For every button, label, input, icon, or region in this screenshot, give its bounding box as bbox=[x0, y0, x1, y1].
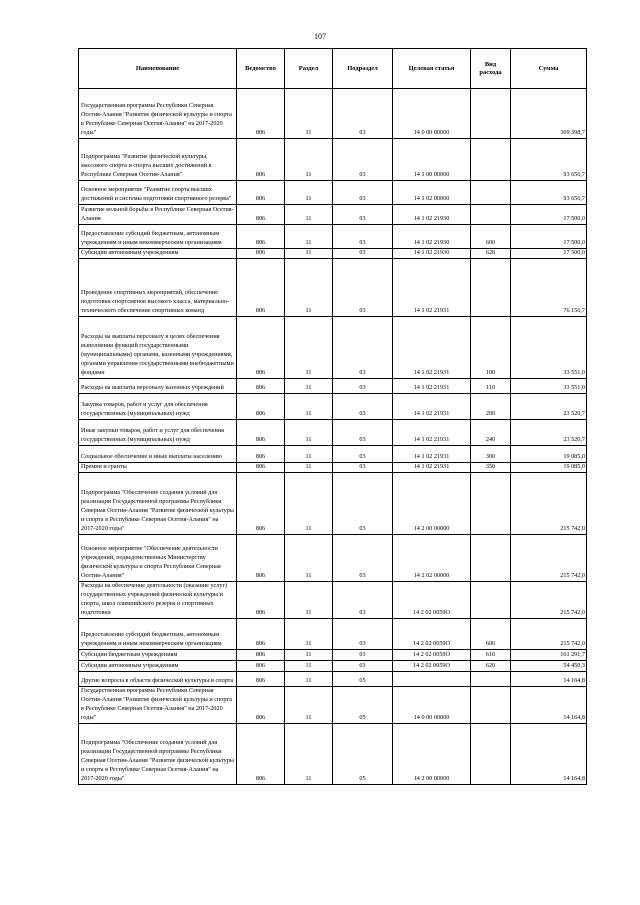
row-sum-cell: 215 742,0 bbox=[511, 535, 587, 582]
row-subsection-cell: 05 bbox=[333, 672, 393, 687]
row-sum-cell: 93 656,7 bbox=[511, 181, 587, 205]
table-header-row bbox=[79, 49, 587, 89]
row-target-article-cell: 14 2 02 00000 bbox=[393, 535, 471, 582]
row-sum-cell: 17 500,0 bbox=[511, 225, 587, 249]
row-expense-type-cell bbox=[471, 205, 511, 225]
row-name-cell: Предоставление субсидий бюджетным, автономным учреждениям и иным некоммерческим организациям bbox=[79, 619, 237, 650]
row-section-cell: 11 bbox=[285, 249, 333, 259]
row-department-cell: 806 bbox=[237, 181, 285, 205]
row-name-cell: Подпрограмма "Обеспечение создания условий для реализации Государственной программы Республики Северная Осетия-Алания "Развитие физической культуры и спорта в Республике Северная Осетия-Алания" на 2017-2020 годы" bbox=[79, 724, 237, 785]
row-target-article-cell: 14 1 02 21931 bbox=[393, 317, 471, 379]
row-expense-type-cell bbox=[471, 582, 511, 619]
row-department-cell: 806 bbox=[237, 724, 285, 785]
row-expense-type-cell: 600 bbox=[471, 225, 511, 249]
table-row bbox=[79, 394, 587, 420]
row-subsection-cell: 03 bbox=[333, 181, 393, 205]
table-row bbox=[79, 205, 587, 225]
row-department-cell: 806 bbox=[237, 317, 285, 379]
row-department-cell: 806 bbox=[237, 672, 285, 687]
row-target-article-cell: 14 1 02 00000 bbox=[393, 181, 471, 205]
row-expense-type-cell: 200 bbox=[471, 394, 511, 420]
table-row bbox=[79, 650, 587, 661]
row-name-cell: Проведение спортивных мероприятий, обеспечение подготовки спортсменов высокого класса, материально-технического обеспечение спортивных команд bbox=[79, 259, 237, 317]
row-sum-cell: 14 164,8 bbox=[511, 687, 587, 724]
row-section-cell: 11 bbox=[285, 139, 333, 181]
row-subsection-cell: 03 bbox=[333, 225, 393, 249]
row-expense-type-cell bbox=[471, 89, 511, 139]
table-row bbox=[79, 619, 587, 650]
row-sum-cell: 33 551,0 bbox=[511, 379, 587, 394]
row-subsection-cell: 03 bbox=[333, 650, 393, 661]
row-subsection-cell: 03 bbox=[333, 473, 393, 535]
header-sum: Сумма bbox=[511, 49, 587, 89]
row-name-cell: Расходы на выплаты персоналу казенных учреждений bbox=[79, 379, 237, 394]
row-expense-type-cell: 300 bbox=[471, 446, 511, 463]
row-subsection-cell: 03 bbox=[333, 535, 393, 582]
table-row bbox=[79, 317, 587, 379]
row-section-cell: 11 bbox=[285, 225, 333, 249]
row-sum-cell: 23 520,7 bbox=[511, 420, 587, 446]
row-subsection-cell: 03 bbox=[333, 139, 393, 181]
row-expense-type-cell: 240 bbox=[471, 420, 511, 446]
row-section-cell: 11 bbox=[285, 687, 333, 724]
row-name-cell: Основное мероприятие "Развитие спорта высших достижений и системы подготовки спортивного резерва" bbox=[79, 181, 237, 205]
row-sum-cell: 215 742,0 bbox=[511, 473, 587, 535]
row-sum-cell: 19 085,0 bbox=[511, 463, 587, 473]
table-row bbox=[79, 463, 587, 473]
row-expense-type-cell: 100 bbox=[471, 317, 511, 379]
row-expense-type-cell: 350 bbox=[471, 463, 511, 473]
budget-table bbox=[78, 48, 587, 785]
row-name-cell: Другие вопросы в области физической культуры и спорта bbox=[79, 672, 237, 687]
row-subsection-cell: 03 bbox=[333, 582, 393, 619]
row-target-article-cell: 14 1 02 21931 bbox=[393, 379, 471, 394]
header-subsection: Подраздел bbox=[333, 49, 393, 89]
row-expense-type-cell bbox=[471, 672, 511, 687]
row-expense-type-cell bbox=[471, 724, 511, 785]
row-target-article-cell: 14 0 00 00000 bbox=[393, 687, 471, 724]
row-department-cell: 806 bbox=[237, 205, 285, 225]
table-row bbox=[79, 420, 587, 446]
row-name-cell: Основное мероприятие "Обеспечение деятельности учреждений, подведомственных Министерству физической культуры и спорта Республики Северная Осетия-Алания" bbox=[79, 535, 237, 582]
row-target-article-cell bbox=[393, 672, 471, 687]
row-sum-cell: 14 164,8 bbox=[511, 724, 587, 785]
row-target-article-cell: 14 1 02 21931 bbox=[393, 259, 471, 317]
row-department-cell: 806 bbox=[237, 139, 285, 181]
row-section-cell: 11 bbox=[285, 420, 333, 446]
table-row bbox=[79, 139, 587, 181]
row-subsection-cell: 03 bbox=[333, 89, 393, 139]
row-name-cell: Предоставление субсидий бюджетным, автономным учреждениям и иным некоммерческим организациям bbox=[79, 225, 237, 249]
row-target-article-cell: 14 2 00 00000 bbox=[393, 724, 471, 785]
row-name-cell: Государственная программа Республики Северная Осетия-Алания "Развитие физической культуры и спорта в Республике Северная Осетия-Алания" на 2017-2020 годы" bbox=[79, 89, 237, 139]
row-target-article-cell: 14 1 02 21930 bbox=[393, 205, 471, 225]
row-section-cell: 11 bbox=[285, 582, 333, 619]
row-expense-type-cell bbox=[471, 139, 511, 181]
row-subsection-cell: 03 bbox=[333, 317, 393, 379]
page-number: 107 bbox=[314, 32, 326, 41]
row-subsection-cell: 03 bbox=[333, 394, 393, 420]
header-target-article: Целевая статья bbox=[393, 49, 471, 89]
row-department-cell: 806 bbox=[237, 394, 285, 420]
row-department-cell: 806 bbox=[237, 225, 285, 249]
row-name-cell: Развитие вольной борьбы в Республике Северная Осетия-Алания bbox=[79, 205, 237, 225]
row-name-cell: Субсидии бюджетным учреждениям bbox=[79, 650, 237, 661]
table-row bbox=[79, 535, 587, 582]
table-row bbox=[79, 661, 587, 672]
row-expense-type-cell: 610 bbox=[471, 650, 511, 661]
row-department-cell: 806 bbox=[237, 661, 285, 672]
row-name-cell: Подпрограмма "Обеспечение создания условий для реализации Государственной программы Республики Северная Осетия-Алания "Развитие физической культуры и спорта в Республике Северная Осетия-Алания" на 2017-2020 годы" bbox=[79, 473, 237, 535]
row-sum-cell: 215 742,0 bbox=[511, 582, 587, 619]
row-subsection-cell: 03 bbox=[333, 249, 393, 259]
row-department-cell: 806 bbox=[237, 463, 285, 473]
row-section-cell: 11 bbox=[285, 394, 333, 420]
row-subsection-cell: 03 bbox=[333, 205, 393, 225]
row-target-article-cell: 14 2 00 00000 bbox=[393, 473, 471, 535]
row-sum-cell: 17 500,0 bbox=[511, 205, 587, 225]
table-row bbox=[79, 249, 587, 259]
row-section-cell: 11 bbox=[285, 463, 333, 473]
row-subsection-cell: 05 bbox=[333, 724, 393, 785]
row-subsection-cell: 03 bbox=[333, 446, 393, 463]
table-row bbox=[79, 446, 587, 463]
row-name-cell: Подпрограмма "Развитие физической культуры, массового спорта и спорта высших достижений в Республике Северная Осетия-Алания" bbox=[79, 139, 237, 181]
row-subsection-cell: 03 bbox=[333, 420, 393, 446]
row-department-cell: 806 bbox=[237, 650, 285, 661]
row-subsection-cell: 03 bbox=[333, 463, 393, 473]
row-department-cell: 806 bbox=[237, 687, 285, 724]
row-expense-type-cell bbox=[471, 259, 511, 317]
row-target-article-cell: 14 0 00 00000 bbox=[393, 89, 471, 139]
table-row bbox=[79, 672, 587, 687]
row-department-cell: 806 bbox=[237, 249, 285, 259]
row-target-article-cell: 14 1 00 00000 bbox=[393, 139, 471, 181]
row-section-cell: 11 bbox=[285, 181, 333, 205]
table-row bbox=[79, 89, 587, 139]
row-sum-cell: 19 085,0 bbox=[511, 446, 587, 463]
row-section-cell: 11 bbox=[285, 535, 333, 582]
row-subsection-cell: 03 bbox=[333, 379, 393, 394]
row-department-cell: 806 bbox=[237, 582, 285, 619]
row-section-cell: 11 bbox=[285, 379, 333, 394]
row-sum-cell: 54 450,3 bbox=[511, 661, 587, 672]
row-sum-cell: 14 164,8 bbox=[511, 672, 587, 687]
row-target-article-cell: 14 1 02 21931 bbox=[393, 394, 471, 420]
row-expense-type-cell: 620 bbox=[471, 249, 511, 259]
row-name-cell: Расходы на выплаты персоналу в целях обеспечения выполнения функций государственными (муниципальными) органами, казенными учреждениями, органами управления государственными внебюджетными фондами bbox=[79, 317, 237, 379]
row-section-cell: 11 bbox=[285, 205, 333, 225]
row-expense-type-cell: 110 bbox=[471, 379, 511, 394]
row-expense-type-cell: 600 bbox=[471, 619, 511, 650]
header-expense-type: Вид расхода bbox=[471, 49, 511, 89]
row-sum-cell: 161 291,7 bbox=[511, 650, 587, 661]
row-section-cell: 11 bbox=[285, 446, 333, 463]
row-section-cell: 11 bbox=[285, 661, 333, 672]
row-name-cell: Расходы на обеспечение деятельности (оказание услуг) государственных учреждений физической культуры и спорта, школ олимпийского резерва и спортивных подготовки bbox=[79, 582, 237, 619]
table-row bbox=[79, 379, 587, 394]
row-section-cell: 11 bbox=[285, 650, 333, 661]
row-section-cell: 11 bbox=[285, 672, 333, 687]
row-department-cell: 806 bbox=[237, 473, 285, 535]
row-target-article-cell: 14 2 02 0059О bbox=[393, 661, 471, 672]
row-subsection-cell: 03 bbox=[333, 619, 393, 650]
row-sum-cell: 93 656,7 bbox=[511, 139, 587, 181]
row-subsection-cell: 03 bbox=[333, 259, 393, 317]
row-department-cell: 806 bbox=[237, 420, 285, 446]
row-expense-type-cell bbox=[471, 181, 511, 205]
row-name-cell: Иные закупки товаров, работ и услуг для обеспечения государственных (муниципальных) нужд bbox=[79, 420, 237, 446]
table-body bbox=[79, 89, 587, 785]
header-section: Раздел bbox=[285, 49, 333, 89]
table-row bbox=[79, 225, 587, 249]
row-sum-cell: 33 551,0 bbox=[511, 317, 587, 379]
row-section-cell: 11 bbox=[285, 259, 333, 317]
row-expense-type-cell bbox=[471, 687, 511, 724]
row-department-cell: 806 bbox=[237, 89, 285, 139]
row-section-cell: 11 bbox=[285, 619, 333, 650]
row-department-cell: 806 bbox=[237, 379, 285, 394]
row-target-article-cell: 14 2 02 0059О bbox=[393, 582, 471, 619]
table-row bbox=[79, 181, 587, 205]
row-name-cell: Премии и гранты bbox=[79, 463, 237, 473]
row-name-cell: Субсидии автономным учреждениям bbox=[79, 249, 237, 259]
row-section-cell: 11 bbox=[285, 473, 333, 535]
row-subsection-cell: 05 bbox=[333, 687, 393, 724]
row-name-cell: Закупка товаров, работ и услуг для обеспечения государственных (муниципальных) нужд bbox=[79, 394, 237, 420]
row-name-cell: Государственная программа Республики Северная Осетия-Алания "Развитие физической культуры и спорта в Республике Северная Осетия-Алания" на 2017-2020 годы" bbox=[79, 687, 237, 724]
row-sum-cell: 17 500,0 bbox=[511, 249, 587, 259]
row-target-article-cell: 14 1 02 21931 bbox=[393, 463, 471, 473]
row-section-cell: 11 bbox=[285, 89, 333, 139]
table-row bbox=[79, 259, 587, 317]
row-section-cell: 11 bbox=[285, 724, 333, 785]
row-sum-cell: 23 520,7 bbox=[511, 394, 587, 420]
row-target-article-cell: 14 1 02 21930 bbox=[393, 225, 471, 249]
table-row bbox=[79, 582, 587, 619]
row-target-article-cell: 14 1 02 21931 bbox=[393, 420, 471, 446]
row-sum-cell: 215 742,0 bbox=[511, 619, 587, 650]
row-department-cell: 806 bbox=[237, 259, 285, 317]
row-section-cell: 11 bbox=[285, 317, 333, 379]
row-target-article-cell: 14 1 02 21930 bbox=[393, 249, 471, 259]
table-row bbox=[79, 724, 587, 785]
row-expense-type-cell bbox=[471, 473, 511, 535]
row-subsection-cell: 03 bbox=[333, 661, 393, 672]
row-sum-cell: 76 156,7 bbox=[511, 259, 587, 317]
row-name-cell: Субсидии автономным учреждениям bbox=[79, 661, 237, 672]
header-name: Наименование bbox=[79, 49, 237, 89]
row-target-article-cell: 14 2 02 0059О bbox=[393, 619, 471, 650]
row-target-article-cell: 14 2 02 0059О bbox=[393, 650, 471, 661]
row-expense-type-cell: 620 bbox=[471, 661, 511, 672]
header-department: Ведомство bbox=[237, 49, 285, 89]
table-row bbox=[79, 473, 587, 535]
row-department-cell: 806 bbox=[237, 446, 285, 463]
row-name-cell: Социальное обеспечение и иные выплаты населению bbox=[79, 446, 237, 463]
table-row bbox=[79, 687, 587, 724]
row-expense-type-cell bbox=[471, 535, 511, 582]
row-target-article-cell: 14 1 02 21931 bbox=[393, 446, 471, 463]
row-sum-cell: 309 398,7 bbox=[511, 89, 587, 139]
row-department-cell: 806 bbox=[237, 619, 285, 650]
row-department-cell: 806 bbox=[237, 535, 285, 582]
